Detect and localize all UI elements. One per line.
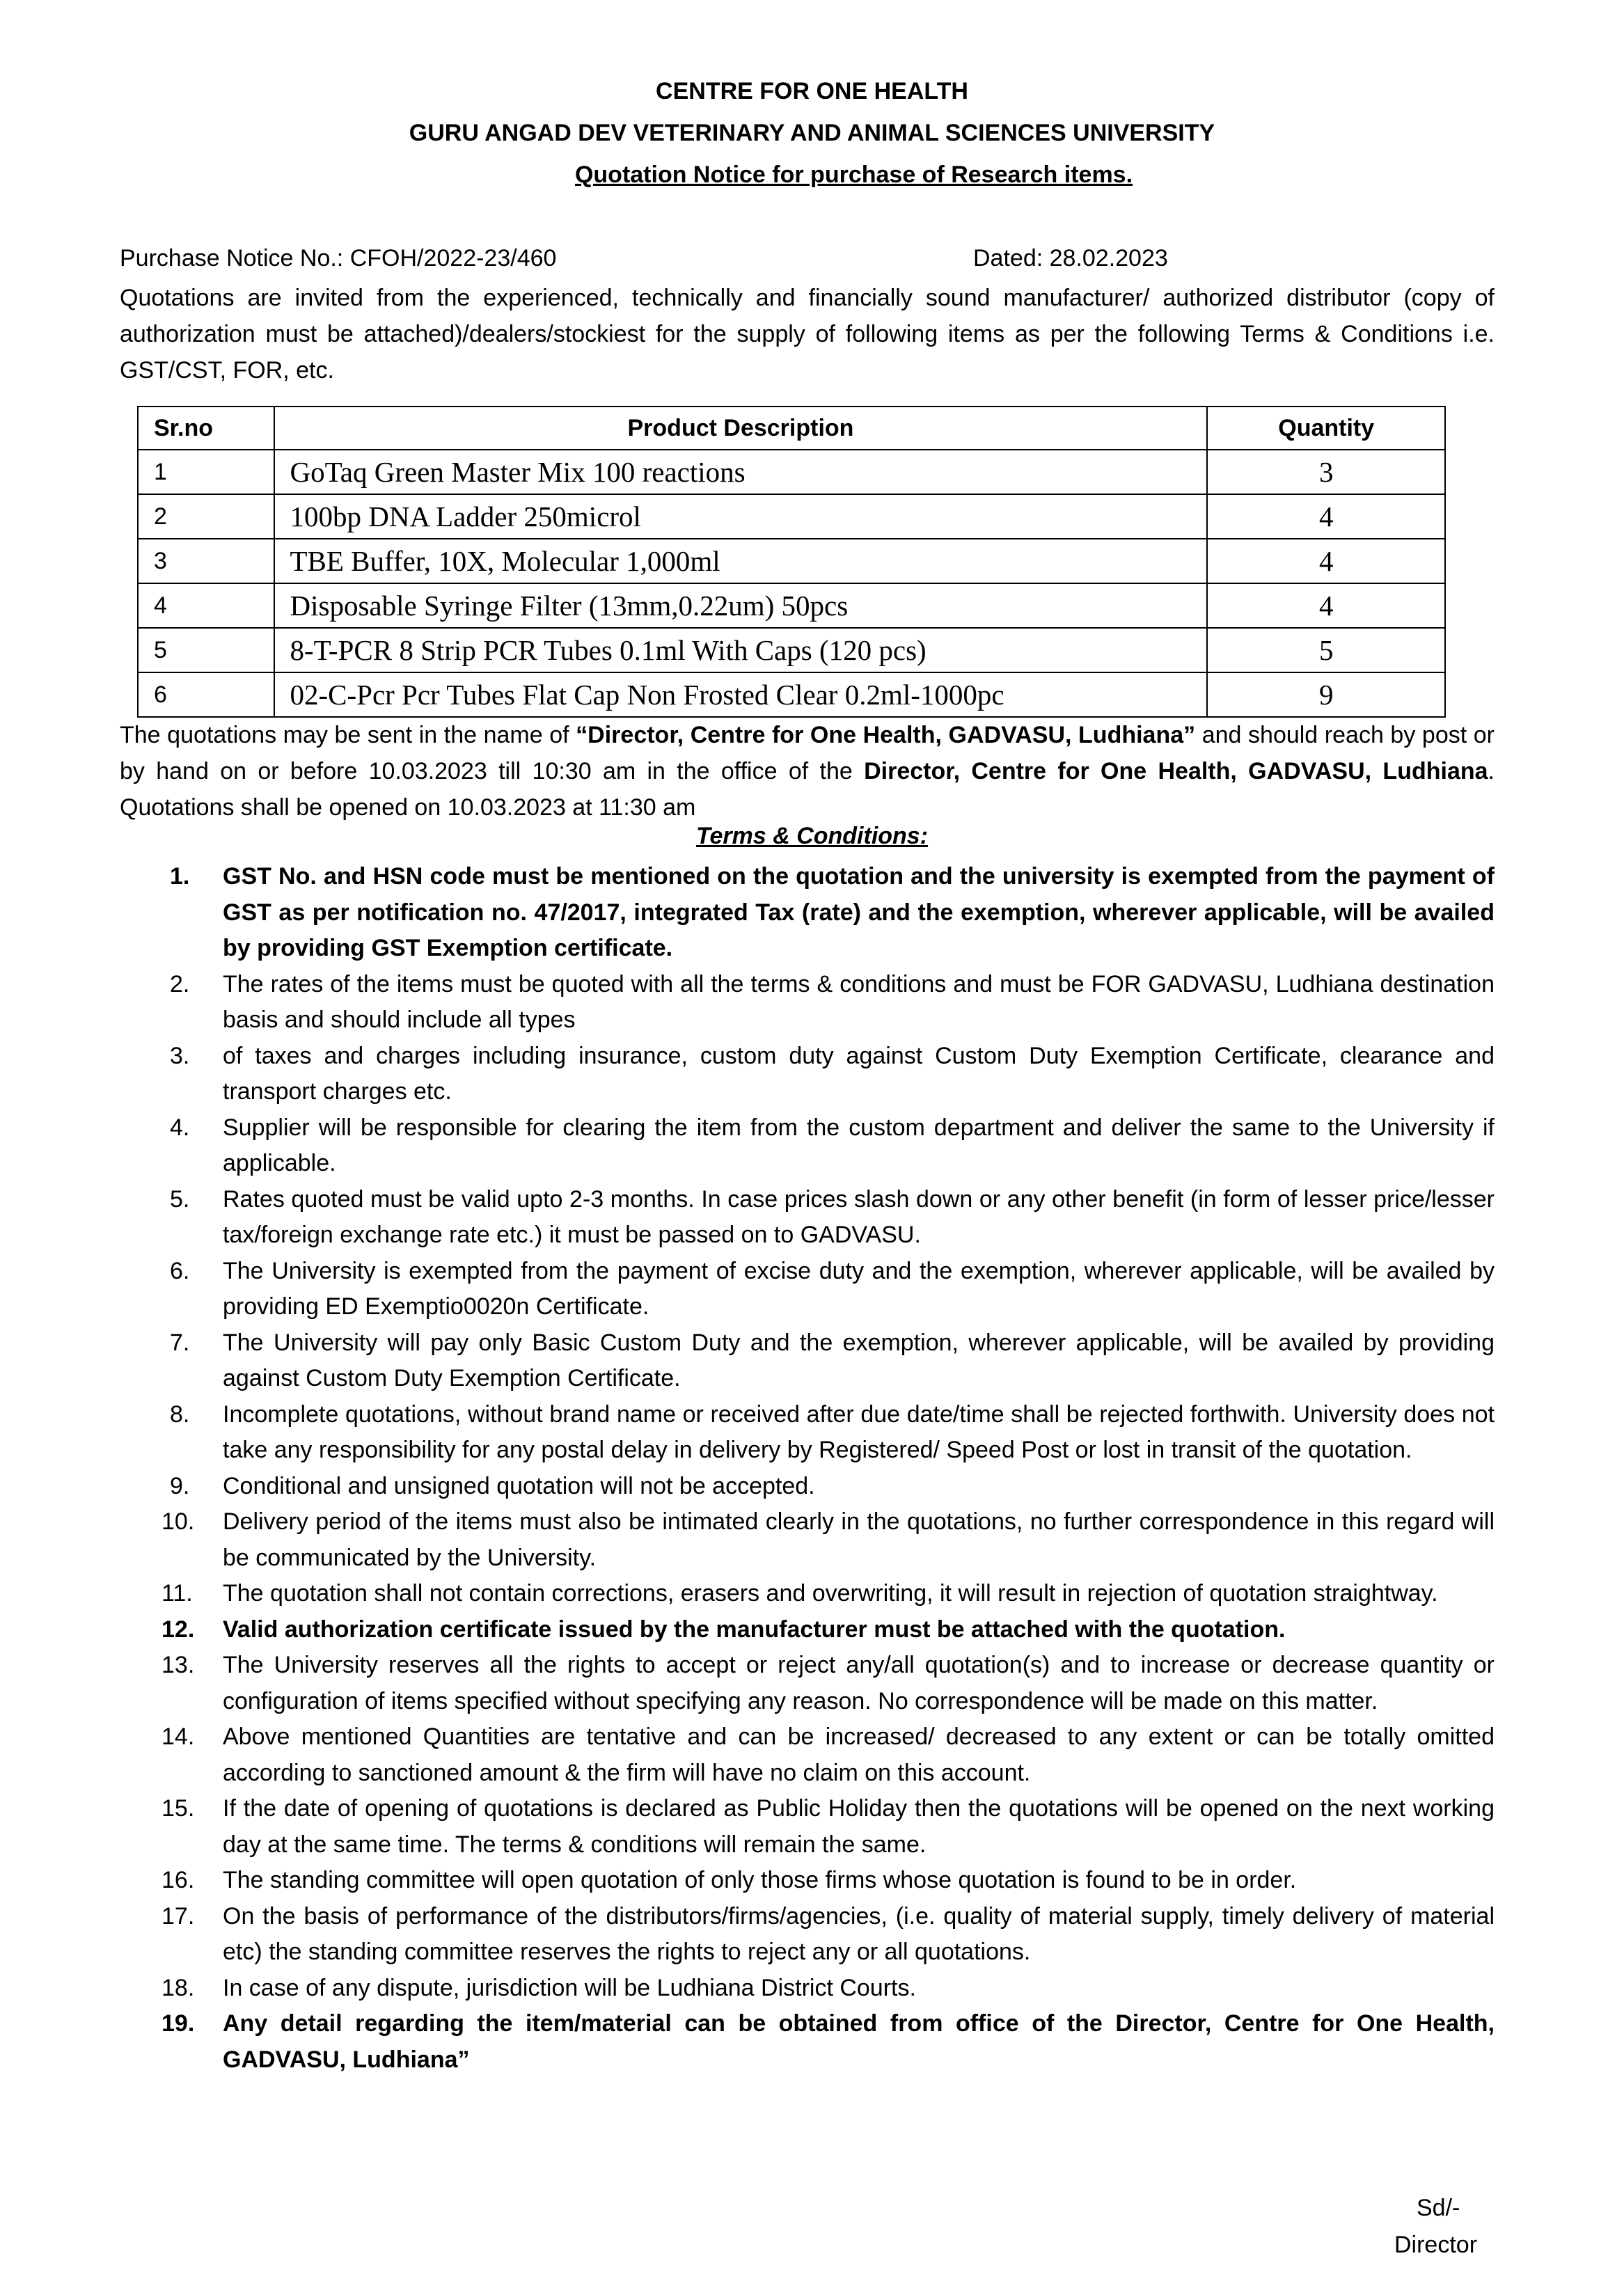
term-text: Delivery period of the items must also be intimated clearly in the quotations, no further correspondence in this regard will be communicated by the University. xyxy=(223,1508,1495,1571)
term-item xyxy=(120,1469,1495,1505)
term-text: On the basis of performance of the distributors/firms/agencies, (i.e. quality of material supply, timely delivery of material etc) the standing committee reserves the rights to reject any or all quotations. xyxy=(223,1902,1495,1965)
term-text: The rates of the items must be quoted with all the terms & conditions and must be FOR GADVASU, Ludhiana destination basis and should include all types xyxy=(223,970,1495,1033)
table-row xyxy=(138,583,1445,628)
table-row xyxy=(138,628,1445,672)
column-header-description: Product Description xyxy=(274,407,1208,450)
submission-office: Director, Centre for One Health, GADVASU, Ludhiana xyxy=(864,758,1488,784)
table-row xyxy=(138,494,1445,539)
header-university-name: GURU ANGAD DEV VETERINARY AND ANIMAL SCIENCES UNIVERSITY xyxy=(409,120,1215,146)
term-number: 14. xyxy=(161,1723,195,1750)
cell-srno: 2 xyxy=(138,494,274,539)
term-item xyxy=(120,1576,1495,1612)
term-text: of taxes and charges including insurance, custom duty against Custom Duty Exemption Certificate, clearance and transport charges etc. xyxy=(223,1042,1495,1105)
table-row xyxy=(138,539,1445,583)
table-header-row xyxy=(138,407,1445,450)
cell-quantity: 4 xyxy=(1207,494,1445,539)
term-text: The University will pay only Basic Custom Duty and the exemption, wherever applicable, will be availed by providing against Custom Duty Exemption Certificate. xyxy=(223,1329,1495,1391)
term-text: Supplier will be responsible for clearing the item from the custom department and deliver the same to the University if applicable. xyxy=(223,1114,1495,1176)
term-item xyxy=(120,859,1495,967)
cell-srno: 6 xyxy=(138,672,274,717)
term-item xyxy=(120,1325,1495,1397)
intro-paragraph: Quotations are invited from the experienced, technically and financially sound manufacturer/ authorized distributor (copy of authorization must be attached)/dealers/stockiest for the supply of following items as per the following Terms & Conditions i.e. GST/CST, FOR, etc. xyxy=(120,285,1495,384)
term-text: If the date of opening of quotations is declared as Public Holiday then the quotations will be opened on the next working day at the same time. The terms & conditions will remain the same. xyxy=(223,1795,1495,1858)
cell-description: TBE Buffer, 10X, Molecular 1,000ml xyxy=(274,539,1208,583)
cell-srno: 4 xyxy=(138,583,274,628)
term-number: 6. xyxy=(170,1257,190,1284)
term-number: 17. xyxy=(161,1902,195,1930)
term-number: 4. xyxy=(170,1114,190,1141)
term-item xyxy=(120,2006,1495,2078)
term-text: Above mentioned Quantities are tentative and can be increased/ decreased to any extent or can be totally omitted according to sanctioned amount & the firm will have no claim on this account. xyxy=(223,1723,1495,1786)
signature-title: Director xyxy=(1394,2232,1478,2258)
header-notice-title: Quotation Notice for purchase of Research items. xyxy=(574,161,1133,188)
term-item xyxy=(120,1504,1495,1576)
term-item xyxy=(120,1397,1495,1469)
table-row xyxy=(138,672,1445,717)
cell-quantity: 4 xyxy=(1207,583,1445,628)
cell-description: 100bp DNA Ladder 250microl xyxy=(274,494,1208,539)
term-text: The University reserves all the rights to accept or reject any/all quotation(s) and to increase or decrease quantity or configuration of items specified without specifying any reason. No correspondence will be made on this matter. xyxy=(223,1652,1495,1714)
term-number: 5. xyxy=(170,1185,190,1213)
submission-text-3: . Quotations shall be opened on 10.03.2023 at 11:30 am xyxy=(120,758,1495,821)
term-number: 13. xyxy=(161,1652,195,1678)
term-number: 2. xyxy=(170,970,190,997)
term-item xyxy=(120,1612,1495,1648)
term-number: 12. xyxy=(161,1616,195,1643)
items-table xyxy=(137,406,1446,718)
submission-paragraph xyxy=(120,717,1495,826)
cell-srno: 1 xyxy=(138,450,274,494)
term-number: 11. xyxy=(161,1580,193,1607)
term-item xyxy=(120,1039,1495,1110)
term-text: Valid authorization certificate issued by the manufacturer must be attached with the quotation. xyxy=(223,1616,1286,1643)
cell-srno: 3 xyxy=(138,539,274,583)
term-item xyxy=(120,1719,1495,1791)
term-item xyxy=(120,1863,1495,1899)
term-item xyxy=(120,1182,1495,1254)
term-number: 18. xyxy=(161,1974,195,2001)
term-number: 7. xyxy=(170,1329,190,1356)
term-text: In case of any dispute, jurisdiction will be Ludhiana District Courts. xyxy=(223,1974,916,2001)
term-item xyxy=(120,1254,1495,1325)
term-number: 19. xyxy=(161,2010,195,2037)
submission-text-1: The quotations may be sent in the name of xyxy=(120,722,576,748)
submission-addressee: “Director, Centre for One Health, GADVASU, Ludhiana” xyxy=(576,722,1196,748)
column-header-srno: Sr.no xyxy=(138,407,274,450)
signature-sd: Sd/- xyxy=(1417,2195,1460,2221)
term-number: 8. xyxy=(170,1401,190,1428)
term-item xyxy=(120,1110,1495,1182)
terms-list xyxy=(120,859,1495,2078)
term-item xyxy=(120,1899,1495,1971)
cell-description: Disposable Syringe Filter (13mm,0.22um) 50pcs xyxy=(274,583,1208,628)
cell-srno: 5 xyxy=(138,628,274,672)
submission-text-2: and should reach by post or by hand on or before 10.03.2023 till 10:30 am in the office of the xyxy=(120,722,1495,784)
cell-quantity: 4 xyxy=(1207,539,1445,583)
cell-quantity: 5 xyxy=(1207,628,1445,672)
term-number: 3. xyxy=(170,1042,190,1069)
term-text: Any detail regarding the item/material can be obtained from office of the Director, Centre for One Health, GADVASU, Ludhiana” xyxy=(223,2010,1495,2073)
term-item xyxy=(120,1971,1495,2007)
header-centre-name: CENTRE FOR ONE HEALTH xyxy=(656,78,968,104)
cell-description: 02-C-Pcr Pcr Tubes Flat Cap Non Frosted Clear 0.2ml-1000pc xyxy=(274,672,1208,717)
term-number: 15. xyxy=(161,1795,195,1822)
term-number: 10. xyxy=(161,1508,195,1535)
notice-date: Dated: 28.02.2023 xyxy=(973,245,1168,271)
term-text: The University is exempted from the payment of excise duty and the exemption, wherever applicable, will be availed by providing ED Exemptio0020n Certificate. xyxy=(223,1257,1495,1320)
cell-description: 8-T-PCR 8 Strip PCR Tubes 0.1ml With Caps (120 pcs) xyxy=(274,628,1208,672)
cell-description: GoTaq Green Master Mix 100 reactions xyxy=(274,450,1208,494)
term-text: Rates quoted must be valid upto 2-3 months. In case prices slash down or any other benefit (in form of lesser price/lesser tax/foreign exchange rate etc.) it must be passed on to GADVASU. xyxy=(223,1185,1495,1248)
cell-quantity: 9 xyxy=(1207,672,1445,717)
cell-quantity: 3 xyxy=(1207,450,1445,494)
term-item xyxy=(120,967,1495,1039)
term-text: GST No. and HSN code must be mentioned on the quotation and the university is exempted from the payment of GST as per notification no. 47/2017, integrated Tax (rate) and the exemption, wherever applicable, will be availed by providing GST Exemption certificate. xyxy=(223,863,1495,961)
purchase-notice-number: Purchase Notice No.: CFOH/2022-23/460 xyxy=(120,245,557,271)
term-text: The quotation shall not contain corrections, erasers and overwriting, it will result in rejection of quotation straightway. xyxy=(223,1580,1438,1607)
term-text: Incomplete quotations, without brand name or received after due date/time shall be rejected forthwith. University does not take any responsibility for any postal delay in delivery by Registered/ Speed Post or lost in transit of the quotation. xyxy=(223,1401,1495,1463)
table-row xyxy=(138,450,1445,494)
term-item xyxy=(120,1648,1495,1719)
terms-heading: Terms & Conditions: xyxy=(695,823,929,849)
column-header-quantity: Quantity xyxy=(1207,407,1445,450)
term-text: The standing committee will open quotation of only those firms whose quotation is found to be in order. xyxy=(223,1867,1297,1893)
term-number: 9. xyxy=(170,1472,190,1499)
term-text: Conditional and unsigned quotation will not be accepted. xyxy=(223,1472,815,1499)
term-number: 1. xyxy=(170,863,190,890)
term-item xyxy=(120,1791,1495,1863)
term-number: 16. xyxy=(161,1867,195,1893)
